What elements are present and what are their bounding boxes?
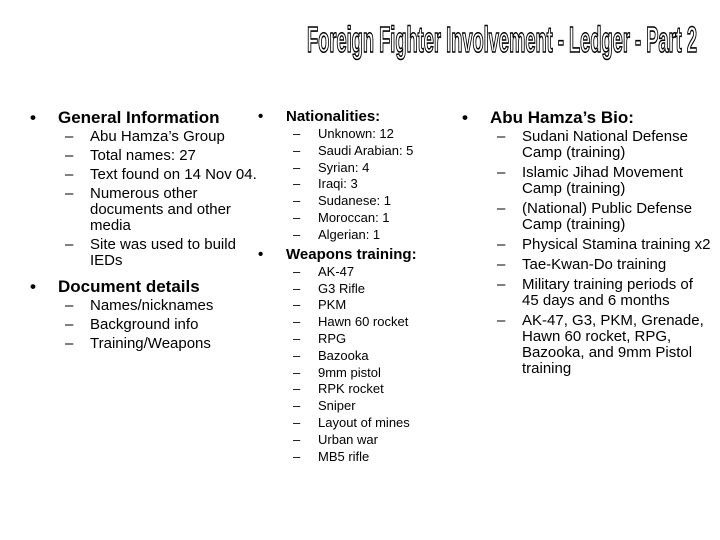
dash-icon: –	[65, 297, 74, 314]
dash-icon: –	[293, 330, 301, 346]
section-heading: Document details	[58, 277, 200, 296]
list-item	[286, 297, 454, 312]
list-item	[490, 277, 712, 309]
list-item-text: G3 Rifle	[318, 280, 365, 296]
dash-icon: –	[293, 297, 301, 313]
dash-icon: –	[293, 126, 301, 141]
dash-icon: –	[65, 185, 74, 202]
section-document-details	[30, 277, 258, 352]
list-item-text: Hawn 60 rocket	[318, 314, 409, 330]
dash-icon: –	[293, 280, 301, 296]
list-item	[286, 314, 454, 329]
list-item	[58, 336, 258, 352]
list-item-text: Saudi Arabian: 5	[318, 142, 414, 158]
dash-icon: –	[293, 209, 301, 225]
dash-icon: –	[293, 314, 301, 330]
list-item-text: RPG	[318, 330, 347, 346]
general-list	[58, 129, 258, 269]
list-item-text: AK-47	[318, 263, 355, 279]
list-item-text: 9mm pistol	[318, 364, 381, 380]
list-item	[490, 237, 712, 253]
dash-icon: –	[497, 236, 506, 253]
section-heading: Abu Hamza’s Bio:	[490, 108, 634, 127]
dash-icon: –	[497, 256, 506, 273]
dash-icon: –	[293, 381, 301, 397]
slide-title-text: Foreign Fighter Involvement - Ledger - Part 2	[307, 19, 697, 60]
section-weapons-training	[258, 246, 454, 464]
dash-icon: –	[65, 316, 74, 333]
column-left	[30, 108, 258, 356]
list-item-text: Physical Stamina training x2	[522, 236, 711, 253]
section-heading: General Information	[58, 108, 220, 127]
list-item-text: Abu Hamza’s Group	[90, 128, 225, 145]
section-nationalities	[258, 108, 454, 242]
bullet-icon: •	[258, 108, 264, 125]
bullet-icon: •	[30, 277, 36, 296]
list-item	[286, 415, 454, 430]
document-list	[58, 298, 258, 352]
list-item	[286, 398, 454, 413]
list-item-text: Sniper	[318, 398, 356, 414]
dash-icon: –	[497, 164, 506, 181]
list-item-text: Layout of mines	[318, 414, 410, 430]
dash-icon: –	[65, 335, 74, 352]
dash-icon: –	[293, 193, 301, 209]
list-item	[490, 129, 712, 161]
list-item	[58, 317, 258, 333]
list-item-text: Names/nicknames	[90, 297, 214, 314]
dash-icon: –	[293, 398, 301, 414]
dash-icon: –	[293, 448, 301, 464]
list-item-text: Text found on 14 Nov 04.	[90, 166, 257, 183]
bullet-icon: •	[30, 108, 36, 127]
list-item	[286, 381, 454, 396]
list-item	[286, 449, 454, 464]
dash-icon: –	[293, 176, 301, 192]
list-item-text: Sudanese: 1	[318, 193, 392, 209]
list-item-text: Military training periods of 45 days and 6 months	[522, 276, 693, 309]
list-item	[58, 186, 258, 234]
list-item-text: RPK rocket	[318, 381, 384, 397]
dash-icon: –	[293, 159, 301, 175]
dash-icon: –	[293, 142, 301, 158]
list-item	[286, 264, 454, 279]
list-item-text: Algerian: 1	[318, 226, 381, 242]
list-item	[286, 143, 454, 158]
list-item-text: Bazooka	[318, 347, 369, 363]
list-item	[286, 331, 454, 346]
nationalities-list	[286, 126, 454, 242]
dash-icon: –	[293, 226, 301, 242]
list-item-text: Sudani National Defense Camp (training)	[522, 128, 688, 161]
list-item	[286, 193, 454, 208]
section-abu-hamza-bio	[462, 108, 712, 377]
dash-icon: –	[497, 276, 506, 293]
weapons-list	[286, 264, 454, 464]
list-item	[58, 148, 258, 164]
list-item	[286, 126, 454, 141]
list-item	[58, 237, 258, 269]
list-item-text: AK-47, G3, PKM, Grenade, Hawn 60 rocket, RPG, Bazooka, and 9mm Pistol training	[522, 312, 704, 377]
list-item	[490, 257, 712, 273]
list-item	[286, 176, 454, 191]
list-item	[286, 365, 454, 380]
list-item-text: Numerous other documents and other media	[90, 185, 231, 234]
list-item-text: PKM	[318, 297, 347, 313]
bullet-icon: •	[258, 245, 264, 263]
list-item	[58, 167, 258, 183]
section-heading: Weapons training:	[286, 245, 417, 263]
list-item	[490, 165, 712, 197]
list-item	[286, 281, 454, 296]
list-item-text: Urban war	[318, 431, 378, 447]
list-item-text: Syrian: 4	[318, 159, 370, 175]
list-item	[58, 298, 258, 314]
dash-icon: –	[65, 147, 74, 164]
dash-icon: –	[65, 166, 74, 183]
dash-icon: –	[293, 347, 301, 363]
dash-icon: –	[65, 236, 74, 253]
list-item-text: Site was used to build IEDs	[90, 236, 236, 269]
list-item	[286, 160, 454, 175]
column-right	[462, 108, 712, 381]
list-item-text: Iraqi: 3	[318, 176, 358, 192]
list-item-text: Background info	[90, 316, 199, 333]
list-item-text: Islamic Jihad Movement Camp (training)	[522, 164, 683, 197]
section-general-information	[30, 108, 258, 269]
list-item	[286, 210, 454, 225]
column-middle	[258, 108, 454, 468]
bullet-icon: •	[462, 108, 468, 127]
slide-title	[298, 14, 708, 62]
dash-icon: –	[293, 364, 301, 380]
list-item-text: Total names: 27	[90, 147, 196, 164]
dash-icon: –	[497, 312, 506, 329]
list-item	[490, 201, 712, 233]
list-item-text: (National) Public Defense Camp (training)	[522, 200, 693, 233]
list-item	[286, 432, 454, 447]
list-item	[286, 348, 454, 363]
bio-list	[490, 129, 712, 377]
list-item-text: MB5 rifle	[318, 448, 370, 464]
list-item	[58, 129, 258, 145]
list-item	[490, 313, 712, 377]
list-item-text: Tae-Kwan-Do training	[522, 256, 667, 273]
section-heading: Nationalities:	[286, 108, 381, 125]
list-item-text: Unknown: 12	[318, 126, 394, 141]
dash-icon: –	[65, 128, 74, 145]
dash-icon: –	[293, 414, 301, 430]
dash-icon: –	[293, 431, 301, 447]
dash-icon: –	[497, 128, 506, 145]
list-item	[286, 227, 454, 242]
dash-icon: –	[293, 263, 301, 279]
dash-icon: –	[497, 200, 506, 217]
list-item-text: Moroccan: 1	[318, 209, 390, 225]
list-item-text: Training/Weapons	[90, 335, 211, 352]
